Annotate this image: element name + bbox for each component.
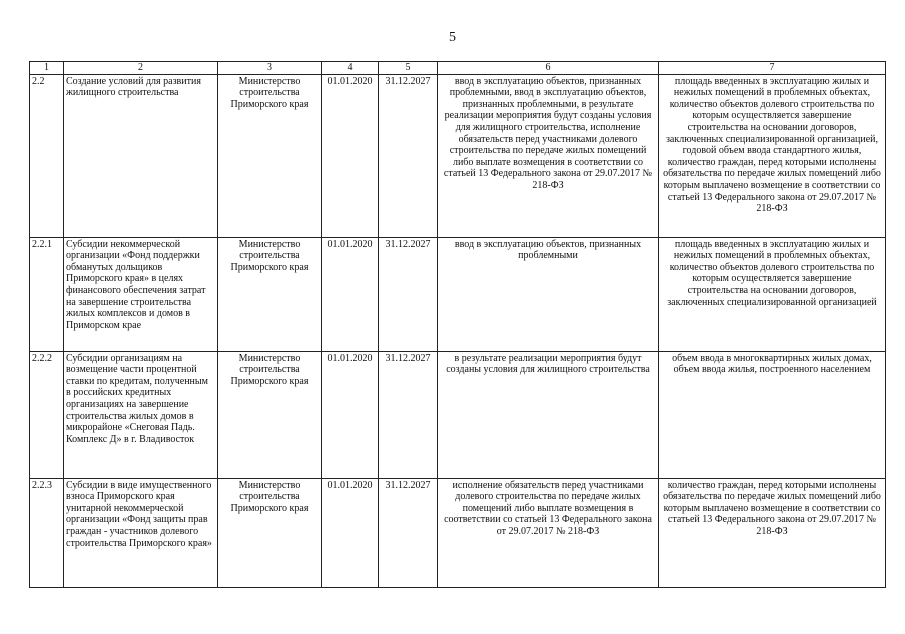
measure-name: Субсидии в виде имущественного взноса Приморского края унитарной некоммерческой организации «Фонд защиты прав граждан - участников долевого строительства Приморского края» — [64, 478, 218, 587]
expected-result: исполнение обязательств перед участниками долевого строительства по передаче жилых помещений либо выплате возмещения в соответствии со статьей 13 Федерального закона от 29.07.2017 № 218-ФЗ — [438, 478, 659, 587]
column-header-7: 7 — [659, 62, 886, 75]
row-number: 2.2.1 — [30, 237, 64, 351]
end-date: 31.12.2027 — [379, 74, 438, 237]
measure-name: Создание условий для развития жилищного строительства — [64, 74, 218, 237]
expected-result: в результате реализации мероприятия будут созданы условия для жилищного строительства — [438, 351, 659, 478]
end-date: 31.12.2027 — [379, 237, 438, 351]
column-header-6: 6 — [438, 62, 659, 75]
table-row — [30, 237, 886, 351]
start-date: 01.01.2020 — [322, 351, 379, 478]
page-number: 5 — [449, 30, 456, 45]
table-row — [30, 478, 886, 587]
expected-result: ввод в эксплуатацию объектов, признанных проблемными, ввод в эксплуатацию объектов, признанных проблемными, в результате реализации мероприятия будут созданы условия для жилищного строительства, исполнение обязательств перед участниками долевого строительства по передаче жилых помещений либо выплате возмещения в соответствии со статьей 13 Федерального закона от 29.07.2017 № 218-ФЗ — [438, 74, 659, 237]
responsible-executor: Министерство строительства Приморского края — [218, 237, 322, 351]
target-indicator: площадь введенных в эксплуатацию жилых и нежилых помещений в проблемных объектах, количество объектов долевого строительства по которым осуществляется завершение строительства на основании договоров, заключенных специализированной организацией — [659, 237, 886, 351]
column-header-2: 2 — [64, 62, 218, 75]
measure-name: Субсидии организациям на возмещение части процентной ставки по кредитам, полученным в российских кредитных организациях на завершение строительства жилых домов в микрорайоне «Снеговая Падь. Комплекс Д» в г. Владивосток — [64, 351, 218, 478]
responsible-executor: Министерство строительства Приморского края — [218, 478, 322, 587]
column-header-4: 4 — [322, 62, 379, 75]
start-date: 01.01.2020 — [322, 237, 379, 351]
start-date: 01.01.2020 — [322, 74, 379, 237]
measure-name: Субсидии некоммерческой организации «Фонд поддержки обманутых дольщиков Приморского края» в целях финансового обеспечения затрат на завершение строительства жилых комплексов и домов в Приморском крае — [64, 237, 218, 351]
responsible-executor: Министерство строительства Приморского края — [218, 351, 322, 478]
table-header-row — [30, 62, 886, 75]
row-number: 2.2.2 — [30, 351, 64, 478]
target-indicator: площадь введенных в эксплуатацию жилых и нежилых помещений в проблемных объектах, количество объектов долевого строительства по которым осуществляется завершение строительства на основании договоров, заключенных специализированной организацией, годовой объем ввода стандартного жилья, количество граждан, перед которыми исполнены обязательства по передаче жилых помещений либо которым выплачено возмещение в соответствии со статьей 13 Федерального закона от 29.07.2017 № 218-ФЗ — [659, 74, 886, 237]
column-header-3: 3 — [218, 62, 322, 75]
row-number: 2.2 — [30, 74, 64, 237]
expected-result: ввод в эксплуатацию объектов, признанных проблемными — [438, 237, 659, 351]
table-row — [30, 351, 886, 478]
column-header-1: 1 — [30, 62, 64, 75]
target-indicator: количество граждан, перед которыми исполнены обязательства по передаче жилых помещений либо которым выплачено возмещение в соответствии со статьей 13 Федерального закона от 29.07.2017 № 218-ФЗ — [659, 478, 886, 587]
row-number: 2.2.3 — [30, 478, 64, 587]
responsible-executor: Министерство строительства Приморского края — [218, 74, 322, 237]
end-date: 31.12.2027 — [379, 478, 438, 587]
table-row — [30, 74, 886, 237]
column-header-5: 5 — [379, 62, 438, 75]
start-date: 01.01.2020 — [322, 478, 379, 587]
end-date: 31.12.2027 — [379, 351, 438, 478]
target-indicator: объем ввода в многоквартирных жилых домах, объем ввода жилья, построенного населением — [659, 351, 886, 478]
program-measures-table — [29, 61, 886, 588]
